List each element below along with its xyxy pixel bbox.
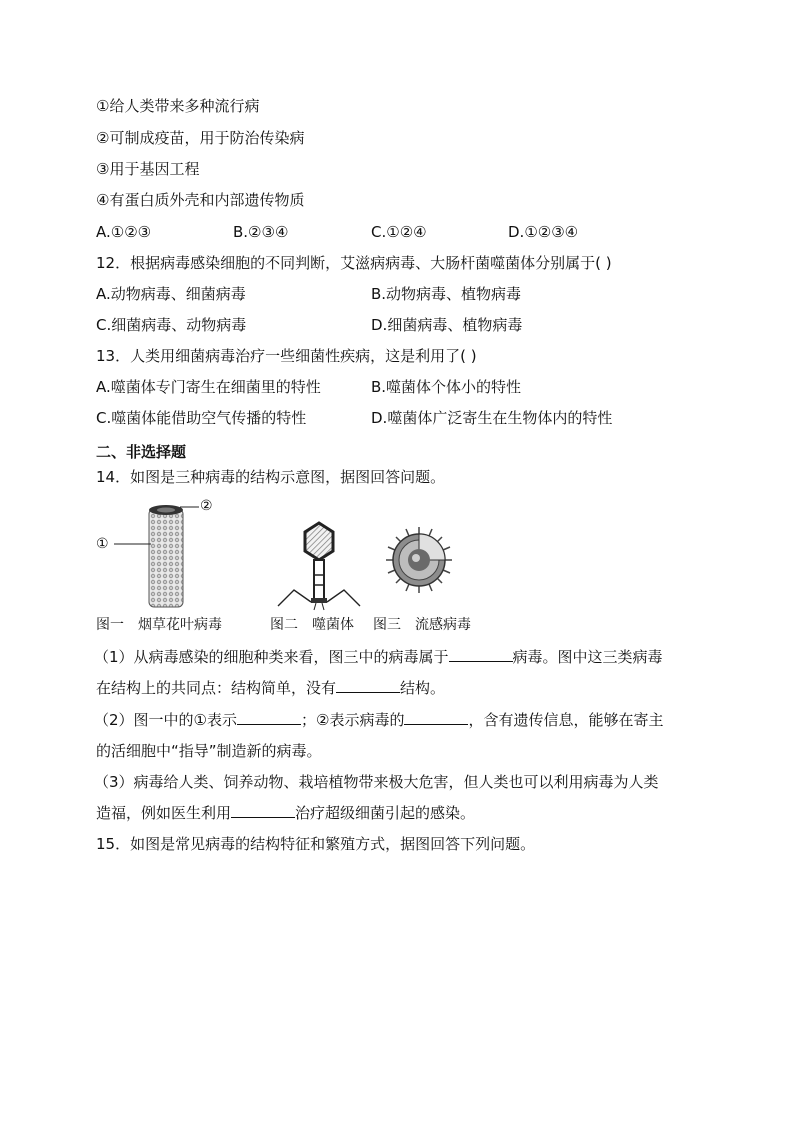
q11-option-d: D.①②③④ bbox=[508, 223, 579, 241]
q14-part3-line2: 造福，例如医生利用 治疗超级细菌引起的感染。 bbox=[96, 804, 476, 822]
q14-part1-line2: 在结构上的共同点：结构简单，没有 结构。 bbox=[96, 679, 446, 697]
answer-blank-2[interactable] bbox=[336, 678, 400, 693]
q11-item-4: ④有蛋白质外壳和内部遗传物质 bbox=[96, 191, 305, 209]
q13-option-b: B.噬菌体个体小的特性 bbox=[371, 378, 522, 396]
answer-blank-5[interactable] bbox=[231, 803, 295, 818]
q11-option-a: A.①②③ bbox=[96, 223, 152, 241]
q14-stem: 14．如图是三种病毒的结构示意图，据图回答问题。 bbox=[96, 468, 446, 486]
q13-option-a: A.噬菌体专门寄生在细菌里的特性 bbox=[96, 378, 321, 396]
q13-option-c: C.噬菌体能借助空气传播的特性 bbox=[96, 409, 307, 427]
bacteriophage-image bbox=[274, 520, 364, 615]
q12-option-c: C.细菌病毒、动物病毒 bbox=[96, 316, 247, 334]
q11-item-3: ③用于基因工程 bbox=[96, 160, 200, 178]
q14-part2-line2: 的活细胞中“指导”制造新的病毒。 bbox=[96, 742, 322, 760]
q12-option-b: B.动物病毒、植物病毒 bbox=[371, 285, 522, 303]
figure-caption-3: 图三 流感病毒 bbox=[373, 617, 471, 633]
figure-caption-1: 图一 烟草花叶病毒 bbox=[96, 617, 222, 633]
q13-option-d: D.噬菌体广泛寄生在生物体内的特性 bbox=[371, 409, 613, 427]
q12-option-a: A.动物病毒、细菌病毒 bbox=[96, 285, 246, 303]
answer-blank-4[interactable] bbox=[404, 710, 468, 725]
q12-stem: 12．根据病毒感染细胞的不同判断，艾滋病病毒、大肠杆菌噬菌体分别属于( ) bbox=[96, 254, 612, 272]
q11-item-1: ①给人类带来多种流行病 bbox=[96, 97, 260, 115]
q14-part2-line1: （2）图一中的①表示 ；②表示病毒的 ，含有遗传信息，能够在寄主 bbox=[94, 711, 664, 729]
virus-structure-figure bbox=[96, 495, 486, 640]
influenza-virus-image bbox=[384, 525, 454, 595]
q14-part3-line1: （3）病毒给人类、饲养动物、栽培植物带来极大危害，但人类也可以利用病毒为人类 bbox=[94, 773, 659, 791]
marker-1: ① bbox=[96, 536, 109, 552]
q12-option-d: D.细菌病毒、植物病毒 bbox=[371, 316, 523, 334]
answer-blank-3[interactable] bbox=[237, 710, 301, 725]
section-title: 二、非选择题 bbox=[96, 443, 187, 461]
q15-stem: 15．如图是常见病毒的结构特征和繁殖方式，据图回答下列问题。 bbox=[96, 835, 536, 853]
marker-2: ② bbox=[200, 498, 213, 514]
q11-option-c: C.①②④ bbox=[371, 223, 427, 241]
q11-option-b: B.②③④ bbox=[233, 223, 289, 241]
figure-caption-2: 图二 噬菌体 bbox=[270, 617, 354, 633]
q11-item-2: ②可制成疫苗，用于防治传染病 bbox=[96, 129, 305, 147]
q14-part1-line1: （1）从病毒感染的细胞种类来看，图三中的病毒属于 病毒。图中这三类病毒 bbox=[94, 648, 663, 666]
q13-stem: 13．人类用细菌病毒治疗一些细菌性疾病，这是利用了( ) bbox=[96, 347, 477, 365]
answer-blank-1[interactable] bbox=[449, 647, 513, 662]
